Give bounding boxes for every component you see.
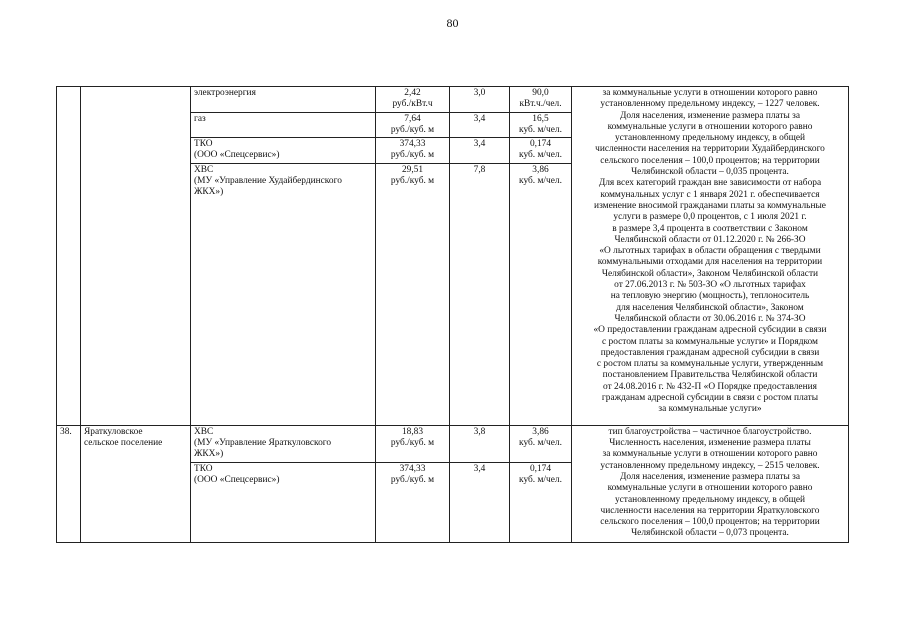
text-line: от 27.06.2013 г. № 503-ЗО «О льготных тарифах [614, 280, 806, 291]
percent-cell: 3,4 [450, 138, 510, 164]
tariff-cell [376, 138, 450, 164]
text-line: ХВС [194, 426, 214, 437]
service-cell [191, 138, 376, 164]
tariff-table [56, 86, 849, 543]
text-line: Доля населения, изменение размера платы за [619, 471, 801, 482]
text-line: Челябинской области от 30.06.2016 г. № 374-ЗО [614, 313, 806, 324]
text-line: постановлением Правительства Челябинской области [602, 370, 818, 381]
tariff-cell [376, 163, 450, 425]
text-line: численности населения на территории Худайбердинского [595, 144, 825, 155]
text-line: коммунальные услуги в отношении которого равно [607, 121, 813, 132]
text-line: сельское поселение [84, 438, 163, 449]
norm-cell [510, 138, 572, 164]
text-line: (ООО «Спецсервис») [194, 150, 280, 161]
text-line: с ростом платы за коммунальные услуги, утвержденным [596, 359, 824, 370]
text-line: за коммунальные услуги» [658, 404, 762, 415]
percent-cell: 7,8 [450, 163, 510, 425]
text-line: куб. м/чел. [519, 176, 562, 187]
text-line: для населения Челябинской области», Законом [616, 302, 804, 313]
text-line: от 24.08.2016 г. № 432-П «О Порядке предоставления [603, 381, 817, 392]
tariff-cell [376, 462, 450, 542]
text-line: ХВС [194, 164, 214, 175]
text-line: 374,33 [399, 139, 426, 150]
text-line: установленному предельному индексу, – 2515 человек. [600, 460, 820, 471]
text-line: газ [194, 113, 206, 124]
text-line: куб. м/чел. [519, 150, 562, 161]
text-line: «О предоставлении гражданам адресной субсидии в связи [593, 325, 827, 336]
text-line: руб./куб. м [390, 474, 435, 485]
text-line: 16,5 [532, 113, 549, 124]
text-line: Челябинской области – 0,035 процента. [631, 167, 789, 178]
tariff-cell [376, 425, 450, 462]
text-line: тип благоустройства – частичное благоустройство. [608, 426, 812, 437]
note-cell [572, 425, 849, 542]
text-line: руб./куб. м [390, 124, 435, 135]
text-line: 18,83 [401, 426, 424, 437]
text-line: «О льготных тарифах в области обращения с твердыми [599, 246, 821, 257]
text-line: 2,42 [404, 88, 421, 98]
text-line: установленному предельному индексу, – 1227 человек. [600, 99, 820, 110]
text-line: руб./куб. м [390, 150, 435, 161]
norm-cell [510, 87, 572, 113]
text-line: коммунальными отходами для населения на территории [597, 257, 823, 268]
text-line: сельского поселения – 100,0 процентов; на территории [600, 517, 820, 528]
text-line: Челябинской области – 0,073 процента. [631, 528, 789, 539]
text-line: Челябинской области от 01.12.2020 г. № 266-ЗО [614, 234, 806, 245]
text-line: на тепловую энергию (мощность), теплоноситель [610, 291, 810, 302]
text-line: 0,174 [529, 463, 552, 474]
service-cell [191, 112, 376, 138]
text-line: 0,174 [529, 139, 552, 150]
text-line: куб. м/чел. [519, 438, 562, 449]
text-line: численности населения на территории Яраткуловского [600, 505, 820, 516]
row-number-cell [57, 87, 81, 426]
text-line: руб./кВт.ч [392, 99, 433, 110]
text-line: сельского поселения – 100,0 процентов; на территории [600, 155, 820, 166]
text-line: 3,86 [532, 164, 549, 175]
text-line: Численность населения, изменение размера платы [609, 438, 811, 449]
text-line: руб./куб. м [390, 438, 435, 449]
settlement-name-cell [81, 425, 191, 542]
text-line: предоставления гражданам адресной субсидии в связи [600, 347, 820, 358]
text-line: Для всех категорий граждан вне зависимости от набора [598, 178, 822, 189]
text-line: коммунальных услуг с 1 января 2021 г. обеспечивается [600, 189, 820, 200]
tariff-cell [376, 87, 450, 113]
service-cell [191, 425, 376, 462]
text-line: за коммунальные услуги в отношении которого равно [602, 88, 818, 98]
text-line: установленному предельному индексу, в общей [614, 494, 806, 505]
text-line: услуги в размере 0,0 процентов, с 1 июля 2021 г. [613, 212, 807, 223]
text-line: электроэнергия [194, 88, 256, 98]
percent-cell: 3,0 [450, 87, 510, 113]
norm-cell [510, 425, 572, 462]
text-line: 90,0 [532, 88, 549, 98]
text-line: в размере 3,4 процента в соответствии с Законом [612, 223, 808, 234]
text-line: кВт.ч./чел. [519, 99, 562, 110]
service-cell [191, 462, 376, 542]
tariff-cell [376, 112, 450, 138]
row-number-cell: 38. [57, 425, 81, 542]
text-line: (МУ «Управление Яраткуловского [194, 438, 332, 449]
text-line: за коммунальные услуги в отношении которого равно [602, 449, 818, 460]
note-cell [572, 87, 849, 426]
text-line: (ООО «Спецсервис») [194, 474, 280, 485]
text-line: ЖКХ») [194, 449, 224, 460]
text-line: Доля населения, изменение размера платы за [619, 110, 801, 121]
text-line: Челябинской области», Законом Челябинской области [601, 268, 819, 279]
text-line: куб. м/чел. [519, 474, 562, 485]
percent-cell: 3,4 [450, 462, 510, 542]
text-line: 3,86 [532, 426, 549, 437]
text-line: с ростом платы за коммунальные услуги» и Порядком [602, 336, 818, 347]
norm-cell [510, 462, 572, 542]
page-number: 80 [446, 16, 459, 30]
text-line: изменение вносимой гражданами платы за коммунальные [594, 200, 826, 211]
service-cell [191, 163, 376, 425]
service-cell [191, 87, 376, 113]
table-row [57, 87, 849, 113]
text-line: Яраткуловское [84, 426, 143, 437]
text-line: 7,64 [404, 113, 421, 124]
text-line: 374,33 [399, 463, 426, 474]
norm-cell [510, 112, 572, 138]
text-line: 29,51 [401, 164, 424, 175]
text-line: ТКО [194, 139, 213, 150]
text-line: коммунальные услуги в отношении которого равно [607, 483, 813, 494]
text-line: куб. м/чел. [519, 124, 562, 135]
norm-cell [510, 163, 572, 425]
text-line: установленному предельному индексу, в общей [614, 133, 806, 144]
text-line: гражданам адресной субсидии в связи с ростом платы [601, 393, 819, 404]
text-line: руб./куб. м [390, 176, 435, 187]
percent-cell: 3,8 [450, 425, 510, 462]
text-line: (МУ «Управление Худайбердинского [194, 176, 342, 187]
text-line: ЖКХ») [194, 187, 224, 198]
percent-cell: 3,4 [450, 112, 510, 138]
text-line: ТКО [194, 463, 213, 474]
settlement-name-cell [81, 87, 191, 426]
table-row [57, 425, 849, 462]
